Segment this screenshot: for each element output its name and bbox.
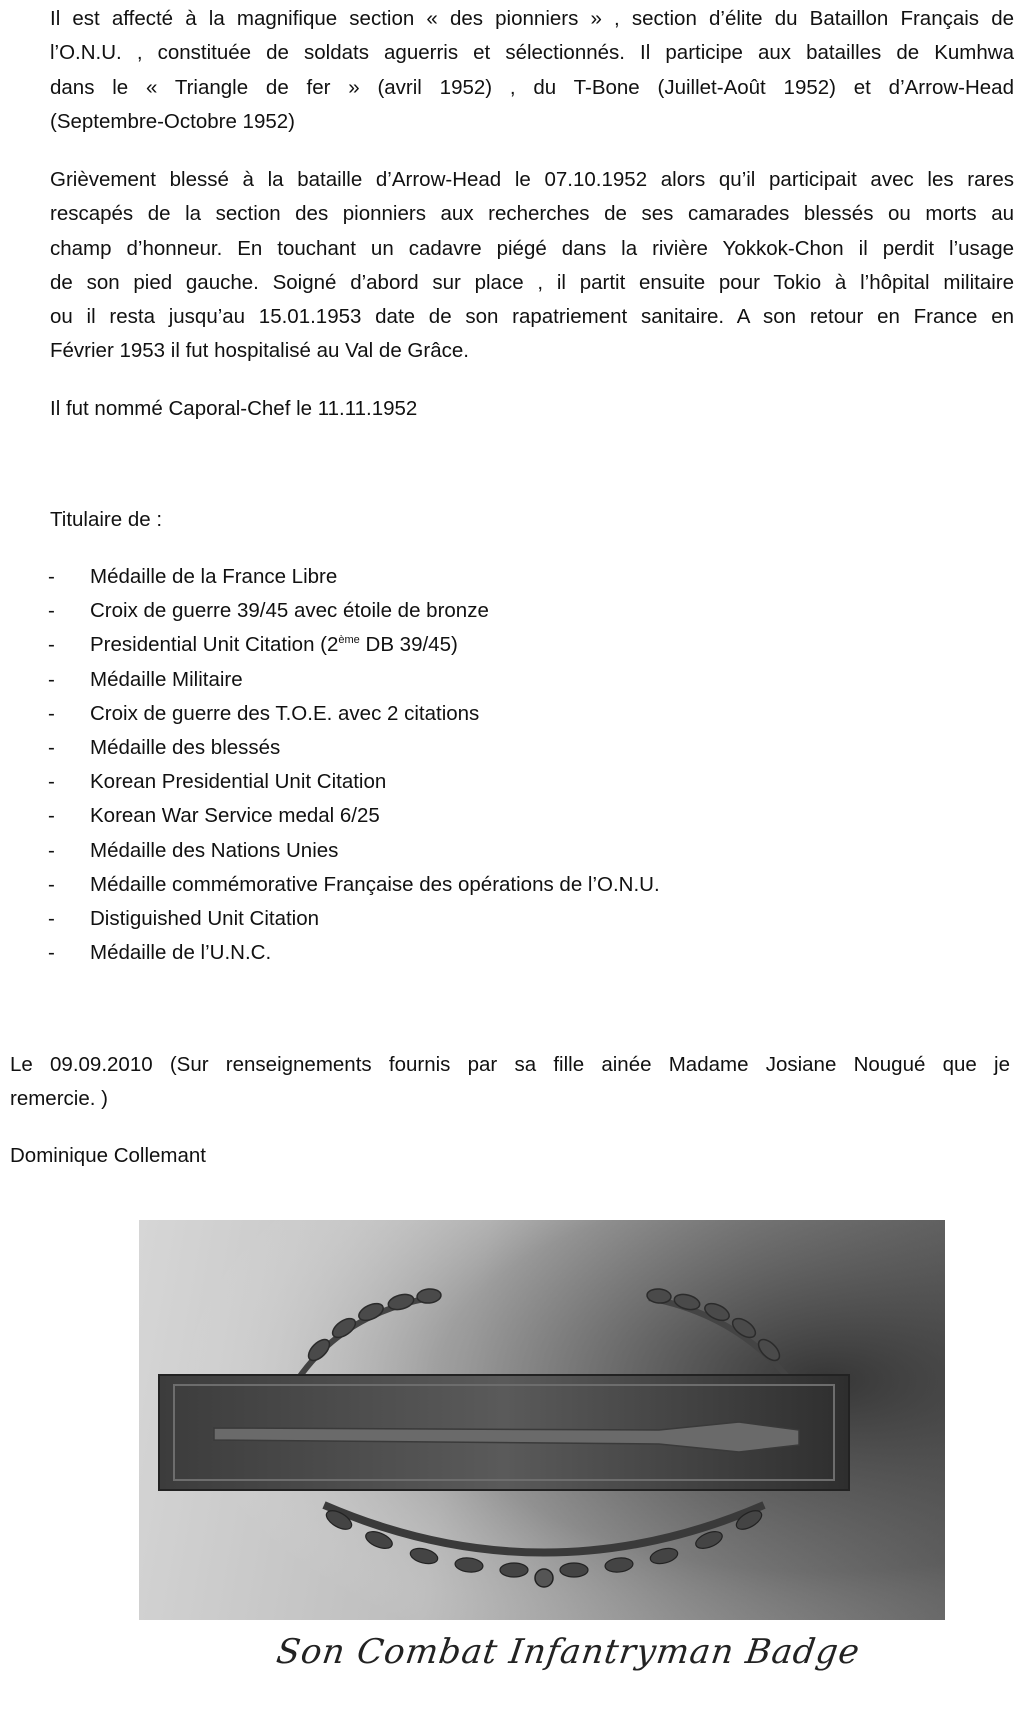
decoration-label: Médaille des Nations Unies xyxy=(90,838,339,862)
list-item xyxy=(44,902,660,936)
decoration-label: Médaille Militaire xyxy=(90,667,243,691)
list-dash: - xyxy=(48,735,55,759)
list-item xyxy=(44,628,660,662)
list-dash: - xyxy=(48,565,55,588)
decoration-label: Croix de guerre 39/45 avec étoile de bronze xyxy=(90,599,489,623)
list-item xyxy=(44,936,660,970)
decoration-label: Médaille commémorative Française des opérations de l’O.N.U. xyxy=(90,872,660,896)
list-item xyxy=(44,834,660,868)
list-item xyxy=(44,731,660,765)
decoration-label: Korean War Service medal 6/25 xyxy=(90,804,380,828)
combat-infantryman-badge-image xyxy=(139,1220,945,1620)
list-dash: - xyxy=(48,633,55,657)
list-dash: - xyxy=(48,701,55,725)
list-dash: - xyxy=(48,667,55,691)
superscript: ème xyxy=(338,634,360,647)
text-line: Le 09.09.2010 (Sur renseignements fournis par sa fille ainée Madame Josiane Nougué que je xyxy=(10,1053,1010,1076)
list-dash: - xyxy=(48,906,55,930)
list-item xyxy=(44,560,660,594)
list-item xyxy=(44,868,660,902)
text-line: dans le « Triangle de fer » (avril 1952) , du T-Bone (Juillet-Août 1952) et d’Arrow-Head xyxy=(50,75,1014,99)
list-item xyxy=(44,765,660,799)
text-line: Il est affecté à la magnifique section « des pionniers » , section d’élite du Bataillon Français de xyxy=(50,7,1014,30)
badge-photo xyxy=(139,1220,945,1620)
text-line: remercie. ) xyxy=(10,1087,108,1111)
paragraph-section-pionniers xyxy=(50,2,1014,139)
text-line: rescapés de la section des pionniers aux recherches de ses camarades blessés ou morts au xyxy=(50,202,1014,226)
closing-paragraph xyxy=(10,1048,1010,1117)
list-dash: - xyxy=(48,804,55,828)
decoration-label: Distiguished Unit Citation xyxy=(90,906,320,930)
decoration-label: Médaille de la France Libre xyxy=(90,565,338,588)
decoration-label-tail: DB 39/45) xyxy=(359,633,458,657)
text-line: (Septembre-Octobre 1952) xyxy=(50,109,295,133)
decoration-label: Presidential Unit Citation (2 xyxy=(90,633,339,657)
list-item xyxy=(44,799,660,833)
decoration-label: Médaille de l’U.N.C. xyxy=(90,941,272,965)
list-dash: - xyxy=(48,941,55,965)
text-line: de son pied gauche. Soigné d’abord sur place , il partit ensuite pour Tokio à l’hôpital militaire xyxy=(50,270,1014,294)
text-line: ou il resta jusqu’au 15.01.1953 date de son rapatriement sanitaire. A son retour en France en xyxy=(50,305,1014,329)
list-dash: - xyxy=(48,872,55,896)
list-item xyxy=(44,594,660,628)
list-item xyxy=(44,697,660,731)
text-line: Grièvement blessé à la bataille d’Arrow-Head le 07.10.1952 alors qu’il participait avec les rares xyxy=(50,168,1014,191)
decoration-label: Korean Presidential Unit Citation xyxy=(90,770,387,794)
text-line: champ d’honneur. En touchant un cadavre piégé dans la rivière Yokkok-Chon il perdit l’usage xyxy=(50,236,1014,260)
promotion-line: Il fut nommé Caporal-Chef le 11.11.1952 xyxy=(50,397,418,420)
text-line: Février 1953 il fut hospitalisé au Val de Grâce. xyxy=(50,339,469,363)
handwritten-caption: Son Combat Infantryman Badge xyxy=(274,1632,863,1672)
list-dash: - xyxy=(48,838,55,862)
list-dash: - xyxy=(48,599,55,623)
paragraph-blessure xyxy=(50,163,1014,369)
decorations-list xyxy=(44,560,660,970)
author-name: Dominique Collemant xyxy=(10,1144,206,1167)
titulaire-heading: Titulaire de : xyxy=(50,508,163,531)
decoration-label: Médaille des blessés xyxy=(90,735,281,759)
text-line: l’O.N.U. , constituée de soldats aguerris et sélectionnés. Il participe aux batailles de Kumhwa xyxy=(50,41,1014,65)
list-dash: - xyxy=(48,770,55,794)
decoration-label: Croix de guerre des T.O.E. avec 2 citations xyxy=(90,701,480,725)
list-item xyxy=(44,663,660,697)
